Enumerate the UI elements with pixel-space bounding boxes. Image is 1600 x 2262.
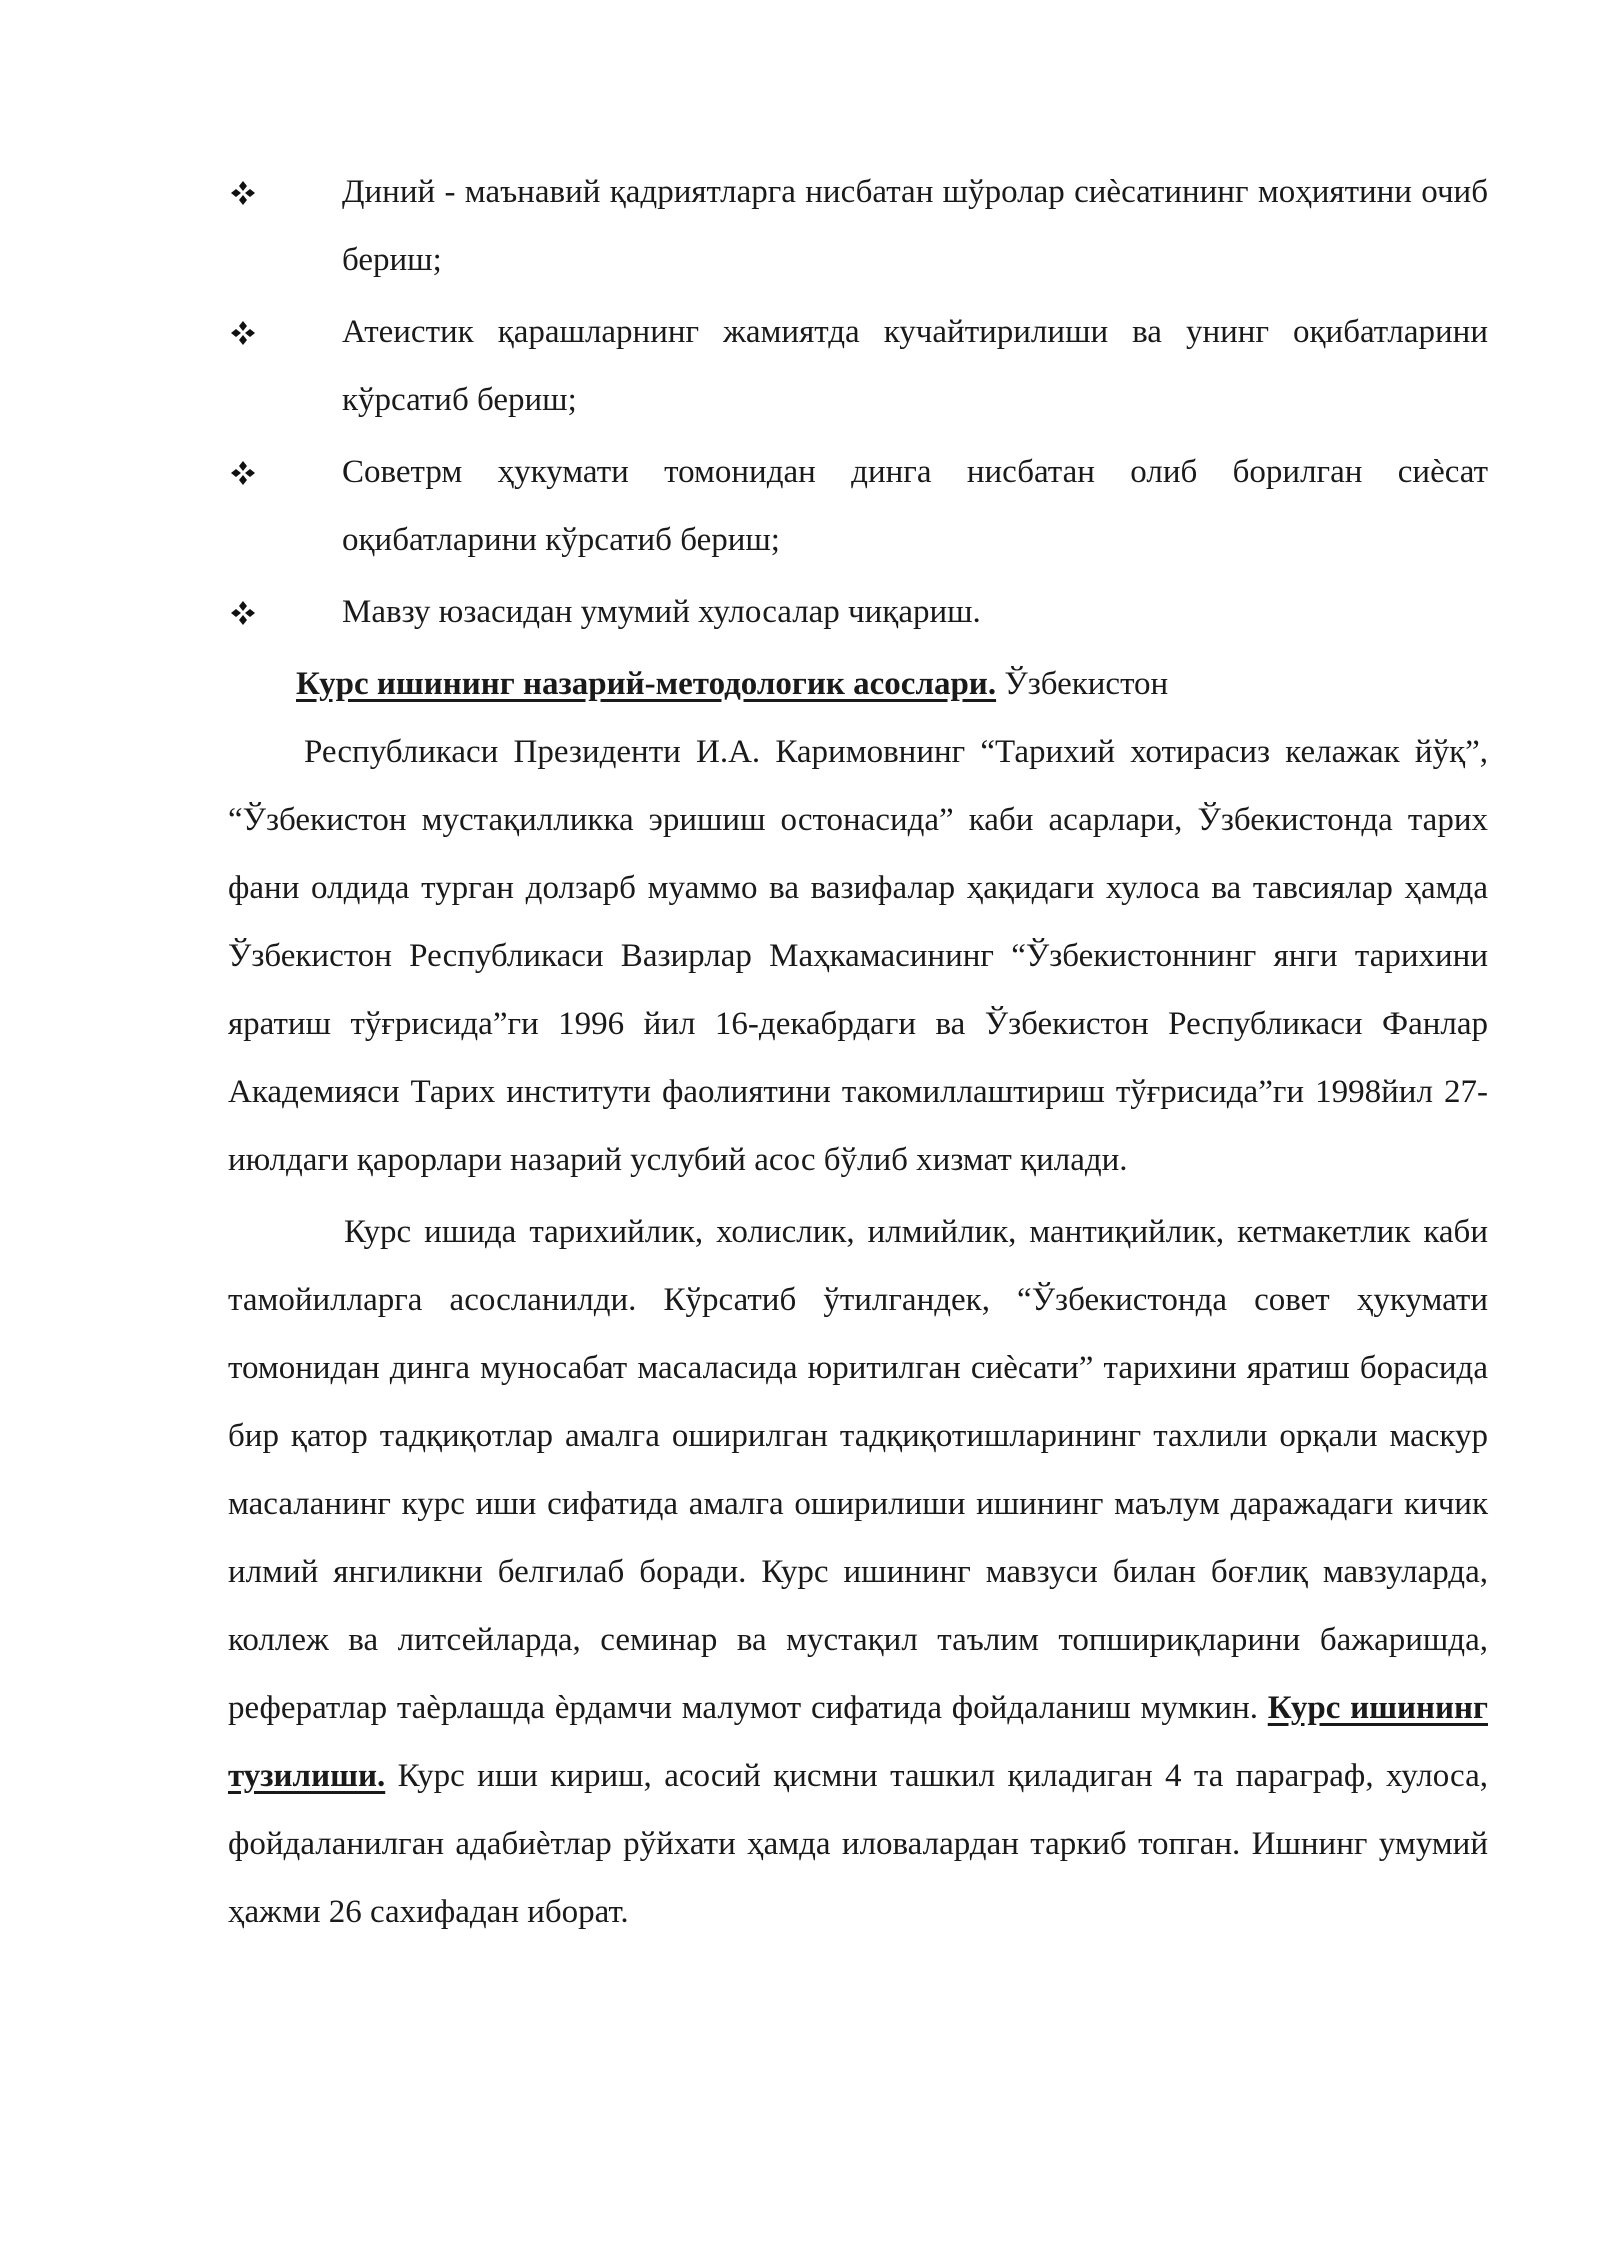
- principles-text: Курс ишида тарихийлик, холислик, илмийлик, мантиқийлик, кетмакетлик каби тамойилларга асосланилди. Кўрсатиб ўтилгандек, “Ўзбекистонда совет ҳукумати томонидан динга муносабат масаласида юритилган сиѐсати” тарихини яратиш борасида бир қатор тадқиқотлар амалга оширилган тадқиқотишларининг тахлили орқали маскур масаланинг курс иши сифатида амалга оширилиши ишининг маълум даражадаги кичик илмий янгиликни белгилаб боради. Курс ишининг мавзуси билан боғлиқ мавзуларда, коллеж ва литсейларда, семинар ва мустақил таълим топшириқларини бажаришда, рефератлар таѐрлашда ѐрдамчи малумот сифатида фойдаланиш мумкин.: [228, 1214, 1488, 1726]
- structure-heading: Курс ишининг тузилиши.: [228, 1690, 1488, 1794]
- list-item-text: Атеистик қарашларнинг жамиятда кучайтирилиши ва унинг оқибатларини кўрсатиб бериш;: [342, 314, 1488, 418]
- list-item: [228, 158, 1488, 294]
- methodology-heading-tail: Ўзбекистон: [996, 666, 1169, 702]
- list-item-text: Диний - маънавий қадриятларга нисбатан шўролар сиѐсатининг моҳиятини очиб бериш;: [342, 174, 1488, 278]
- four-diamond-bullet-icon: [230, 438, 260, 506]
- list-item-text: Советрм ҳукумати томонидан динга нисбатан олиб борилган сиѐсат оқибатларини кўрсатиб бериш;: [342, 454, 1488, 558]
- principles-paragraph: [228, 1198, 1488, 1946]
- section-heading-line: [228, 650, 1488, 718]
- four-diamond-bullet-icon: [230, 158, 260, 226]
- objectives-list: [228, 158, 1488, 646]
- list-item: [228, 438, 1488, 574]
- structure-text: Курс иши кириш, асосий қисмни ташкил қиладиган 4 та параграф, хулоса, фойдаланилган адабиѐтлар рўйхати ҳамда иловалардан таркиб топган. Ишнинг умумий ҳажми 26 сахифадан иборат.: [228, 1758, 1488, 1930]
- list-item: [228, 298, 1488, 434]
- four-diamond-bullet-icon: [230, 298, 260, 366]
- list-item-text: Мавзу юзасидан умумий хулосалар чиқариш.: [342, 594, 981, 630]
- methodology-heading: Курс ишининг назарий-методологик асослари.: [296, 666, 997, 702]
- four-diamond-bullet-icon: [230, 578, 260, 646]
- methodology-paragraph: Республикаси Президенти И.А. Каримовнинг “Тарихий хотирасиз келажак йўқ”, “Ўзбекистон мустақилликка эришиш остонасида” каби асарлари, Ўзбекистонда тарих фани олдида турган долзарб муаммо ва вазифалар ҳақидаги хулоса ва тавсиялар ҳамда Ўзбекистон Республикаси Вазирлар Маҳкамасининг “Ўзбекистоннинг янги тарихини яратиш тўғрисида”ги 1996 йил 16-декабрдаги ва Ўзбекистон Республикаси Фанлар Академияси Тарих институти фаолиятини такомиллаштириш тўғрисида”ги 1998йил 27-июлдаги қарорлари назарий услубий асос бўлиб хизмат қилади.: [228, 734, 1488, 1178]
- list-item: [228, 578, 1488, 646]
- document-page: [228, 158, 1488, 1946]
